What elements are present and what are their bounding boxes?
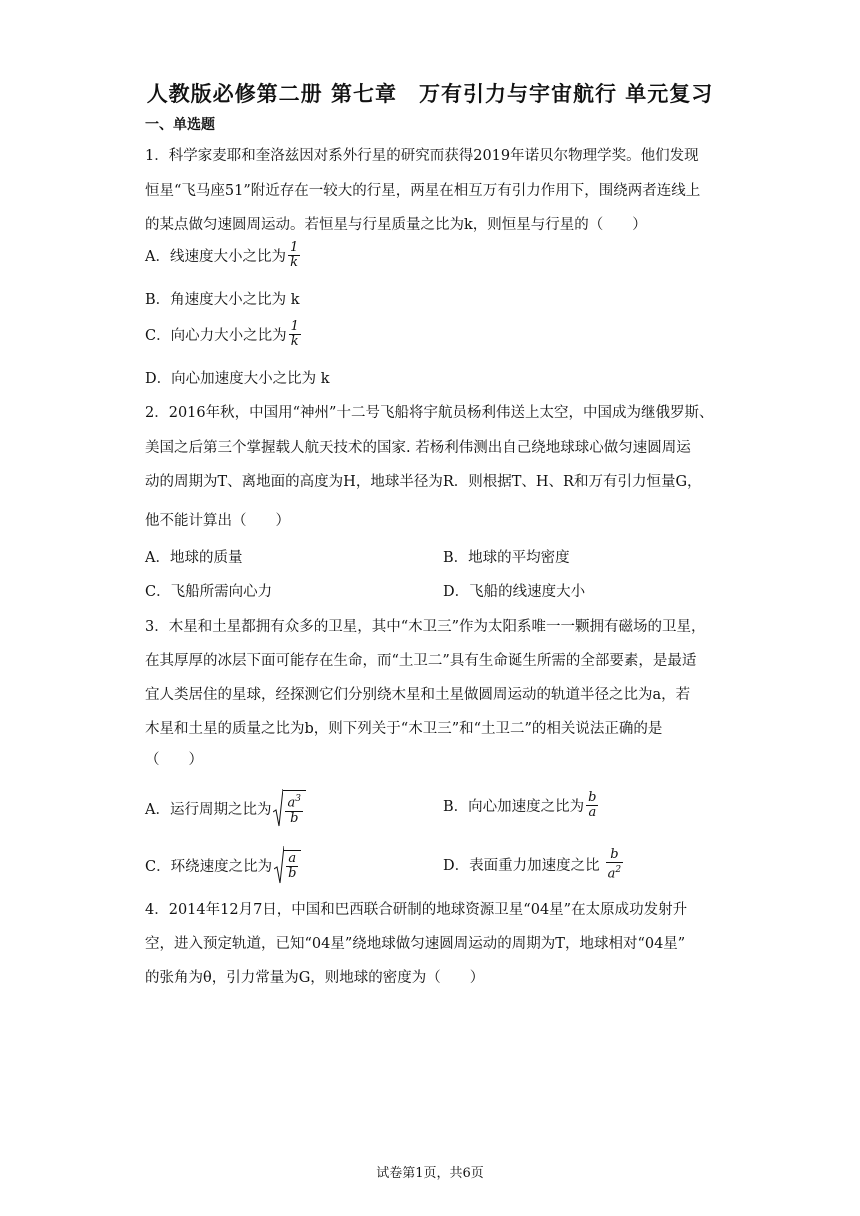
q1-line-3: 的某点做匀速圆周运动。若恒星与行星质量之比为k，则恒星与行星的（ ） — [145, 217, 647, 233]
q3-option-b — [443, 791, 598, 820]
q2-option-d: D．飞船的线速度大小 — [443, 584, 586, 600]
fraction-numerator: b — [610, 847, 619, 862]
q2-option-a: A．地球的质量 — [145, 550, 243, 566]
q1-option-b: B．角速度大小之比为 k — [145, 292, 300, 308]
q1-option-c-label: C．向心力大小之比为 — [145, 328, 287, 344]
q2-line-3: 动的周期为T、离地面的高度为H，地球半径为R．则根据T、H、R和万有引力恒量G， — [145, 474, 702, 490]
section-heading: 一、单选题 — [145, 117, 215, 133]
q1-option-a-fraction — [288, 241, 300, 270]
fraction-denominator: k — [290, 334, 299, 349]
q4-line-1: 4．2014年12月7日，中国和巴西联合研制的地球资源卫星“04星”在太原成功发射升 — [145, 902, 688, 918]
fraction-numerator: b — [588, 790, 597, 805]
fraction-numerator: 1 — [290, 319, 299, 334]
q2-option-c: C．飞船所需向心力 — [145, 584, 273, 600]
q3-option-d-label: D．表面重力加速度之比 — [443, 858, 600, 875]
q4-line-3: 的张角为θ，引力常量为G，则地球的密度为（ ） — [145, 970, 485, 986]
sqrt-denominator: b — [288, 865, 297, 881]
q2-option-b: B．地球的平均密度 — [443, 550, 570, 566]
q3-line-4: 木星和土星的质量之比为b，则下列关于“木卫三”和“土卫二”的相关说法正确的是 — [145, 721, 663, 737]
q3-line-5: （ ） — [145, 752, 203, 768]
q2-line-1: 2．2016年秋，中国用“神州”十二号飞船将宇航员杨利伟送上太空，中国成为继俄罗斯、 — [145, 405, 714, 421]
q1-option-a-label: A．线速度大小之比为 — [145, 249, 286, 265]
q1-line-2: 恒星“飞马座51”附近存在一较大的行星，两星在相互万有引力作用下，围绕两者连线上 — [145, 183, 701, 199]
q3-option-b-label: B．向心加速度之比为 — [443, 799, 585, 815]
q2-line-4: 他不能计算出（ ） — [145, 513, 290, 529]
fraction-denominator: a — [588, 805, 597, 820]
q4-line-2: 空，进入预定轨道，已知“04星”绕地球做匀速圆周运动的周期为T，地球相对“04星” — [145, 936, 686, 952]
q3-option-a-label: A．运行周期之比为 — [145, 801, 272, 818]
fraction-denominator: k — [290, 255, 299, 270]
q1-option-d: D．向心加速度大小之比为 k — [145, 371, 330, 387]
q1-option-c — [145, 320, 301, 349]
q3-option-c-label: C．环绕速度之比为 — [145, 858, 273, 875]
q1-line-1: 1．科学家麦耶和奎洛兹因对系外行星的研究而获得2019年诺贝尔物理学奖。他们发现 — [145, 148, 699, 164]
q3-option-c — [145, 845, 301, 885]
q3-line-1: 3．木星和土星都拥有众多的卫星，其中“木卫三”作为太阳系唯一一颗拥有磁场的卫星， — [145, 619, 706, 635]
q2-line-2: 美国之后第三个掌握载人航天技术的国家. 若杨利伟测出自己绕地球球心做匀速圆周运 — [145, 440, 691, 456]
sqrt-numerator: a — [287, 795, 296, 811]
q3-line-3: 宜人类居住的星球，经探测它们分别绕木星和土星做圆周运动的轨道半径之比为a，若 — [145, 687, 691, 703]
q3-option-d-fraction — [606, 848, 624, 881]
page-title: 人教版必修第二册 第七章 万有引力与宇宙航行 单元复习 — [146, 82, 714, 106]
q1-option-c-fraction — [289, 320, 301, 349]
fraction-numerator: 1 — [289, 240, 299, 255]
q3-option-b-fraction — [586, 791, 598, 820]
q3-option-d — [443, 848, 623, 881]
q1-option-a — [145, 241, 300, 270]
page-footer: 试卷第1页，共6页 — [376, 1166, 484, 1181]
q3-option-a-sqrt — [273, 788, 306, 828]
exponent: 2 — [615, 865, 622, 875]
q3-line-2: 在其厚厚的冰层下面可能存在生命，而“土卫二”具有生命诞生所需的全部要素，是最适 — [145, 653, 697, 669]
fraction-denominator: a — [607, 866, 616, 882]
q3-option-c-sqrt — [274, 845, 301, 885]
q3-option-a — [145, 788, 306, 828]
sqrt-denominator: b — [290, 810, 299, 826]
sqrt-numerator: a — [288, 850, 297, 866]
exponent: 3 — [295, 794, 301, 805]
